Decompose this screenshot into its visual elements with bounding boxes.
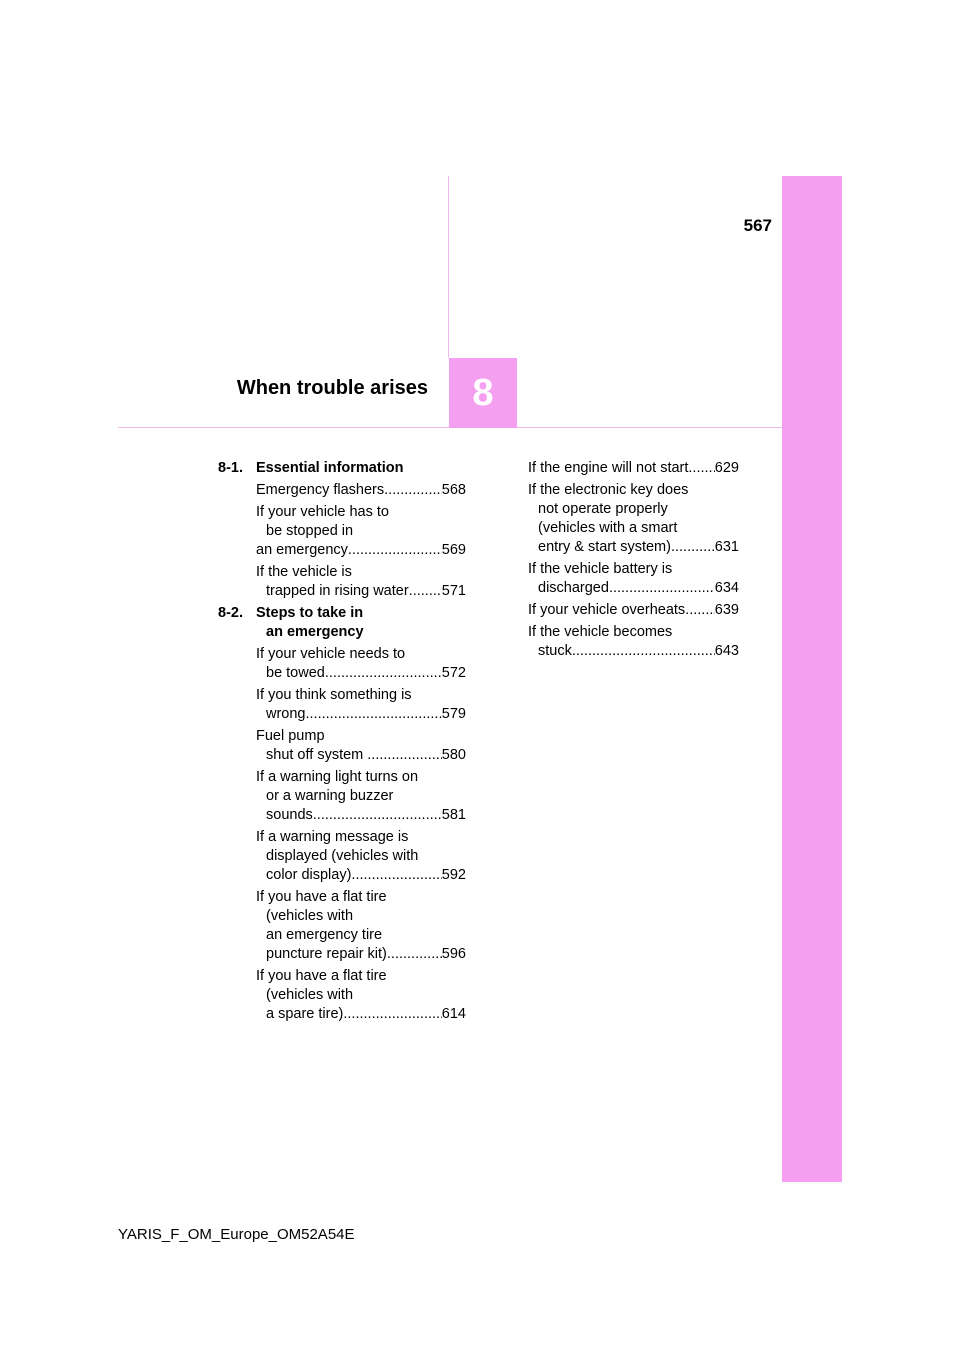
section-title-line: Steps to take in (256, 605, 364, 621)
toc-entry[interactable] (528, 560, 739, 598)
entry-text: be towed (266, 665, 325, 681)
entry-text: If the vehicle becomes (528, 624, 673, 640)
section-number: 8-2. (218, 605, 243, 621)
leader-dots (325, 664, 442, 683)
entry-text: If you have a flat tire (256, 889, 387, 905)
entry-page: 643 (714, 643, 739, 659)
page-number: 567 (743, 216, 772, 235)
leader-dots (384, 481, 442, 500)
entry-text: (vehicles with (266, 908, 354, 924)
leader-dots (306, 705, 442, 724)
leader-dots (348, 541, 442, 560)
entry-text: If your vehicle has to (256, 504, 389, 520)
entry-text: displayed (vehicles with (266, 848, 419, 864)
toc-entry[interactable] (218, 686, 466, 724)
entry-text: Emergency flashers (256, 482, 385, 498)
entry-text: stuck (538, 643, 572, 659)
entry-page: 569 (441, 542, 466, 558)
leader-dots (351, 866, 441, 885)
section-number: 8-1. (218, 460, 243, 476)
entry-text: puncture repair kit) (266, 946, 387, 962)
entry-text: an emergency tire (266, 927, 383, 943)
entry-text: wrong (266, 706, 306, 722)
leader-dots (572, 642, 715, 661)
toc-entry[interactable] (218, 967, 466, 1024)
toc-right-column (528, 459, 739, 664)
toc-section (218, 604, 466, 642)
leader-dots (313, 806, 442, 825)
entry-text: If you think something is (256, 687, 412, 703)
entry-text: sounds (266, 807, 313, 823)
toc-entry[interactable] (218, 727, 466, 765)
toc-entry[interactable] (218, 888, 466, 964)
entry-page: 592 (441, 867, 466, 883)
toc-entry[interactable] (218, 481, 466, 500)
leader-dots (685, 601, 715, 620)
toc-entry[interactable] (528, 481, 739, 557)
entry-text: If the vehicle is (256, 564, 352, 580)
entry-page: 629 (714, 460, 739, 476)
entry-text: If your vehicle needs to (256, 646, 406, 662)
entry-page: 572 (441, 665, 466, 681)
leader-dots (367, 746, 442, 765)
entry-page: 596 (441, 946, 466, 962)
section-title-line: Essential information (256, 460, 404, 476)
toc-entry[interactable] (218, 503, 466, 560)
leader-dots (387, 945, 442, 964)
chapter-number-badge: 8 (449, 358, 517, 428)
entry-text: If your vehicle overheats (528, 602, 686, 618)
entry-text: (vehicles with (266, 987, 354, 1003)
entry-page: 634 (714, 580, 739, 596)
entry-text: an emergency (256, 542, 348, 558)
toc-section (218, 459, 466, 478)
toc-entry[interactable] (218, 563, 466, 601)
entry-page: 639 (714, 602, 739, 618)
toc-entry[interactable] (218, 645, 466, 683)
entry-text: Fuel pump (256, 728, 325, 744)
document-footer: YARIS_F_OM_Europe_OM52A54E (118, 1226, 355, 1243)
entry-text: or a warning buzzer (266, 788, 394, 804)
entry-text: discharged (538, 580, 609, 596)
section-title (256, 459, 403, 478)
section-title-line: an emergency (266, 624, 364, 640)
entry-page: 631 (714, 539, 739, 555)
entry-text: If the engine will not start (528, 460, 689, 476)
entry-text: If a warning message is (256, 829, 409, 845)
entry-text: color display) (266, 867, 352, 883)
toc-entry[interactable] (218, 828, 466, 885)
entry-text: trapped in rising water (266, 583, 409, 599)
entry-text: (vehicles with a smart (538, 520, 678, 536)
entry-page: 581 (441, 807, 466, 823)
section-title (256, 604, 364, 642)
chapter-title: When trouble arises (236, 377, 428, 399)
entry-page: 614 (441, 1006, 466, 1022)
entry-text: shut off system (266, 747, 368, 763)
leader-dots (343, 1005, 441, 1024)
entry-page: 579 (441, 706, 466, 722)
entry-text: If the electronic key does (528, 482, 689, 498)
entry-text: If you have a flat tire (256, 968, 387, 984)
toc-entry[interactable] (528, 459, 739, 478)
entry-text: If the vehicle battery is (528, 561, 673, 577)
toc-left-column (218, 459, 466, 1027)
toc-entry[interactable] (218, 768, 466, 825)
entry-text: entry & start system) (538, 539, 671, 555)
entry-text: If a warning light turns on (256, 769, 419, 785)
entry-page: 580 (441, 747, 466, 763)
toc-entry[interactable] (528, 601, 739, 620)
vertical-divider (448, 176, 449, 358)
entry-page: 568 (441, 482, 466, 498)
leader-dots (688, 459, 714, 478)
leader-dots (609, 579, 715, 598)
entry-text: a spare tire) (266, 1006, 344, 1022)
leader-dots (671, 538, 715, 557)
entry-text: be stopped in (266, 523, 354, 539)
chapter-side-tab (782, 176, 842, 1182)
toc-entry[interactable] (528, 623, 739, 661)
entry-page: 571 (441, 583, 466, 599)
entry-text: not operate properly (538, 501, 668, 517)
leader-dots (409, 582, 442, 601)
